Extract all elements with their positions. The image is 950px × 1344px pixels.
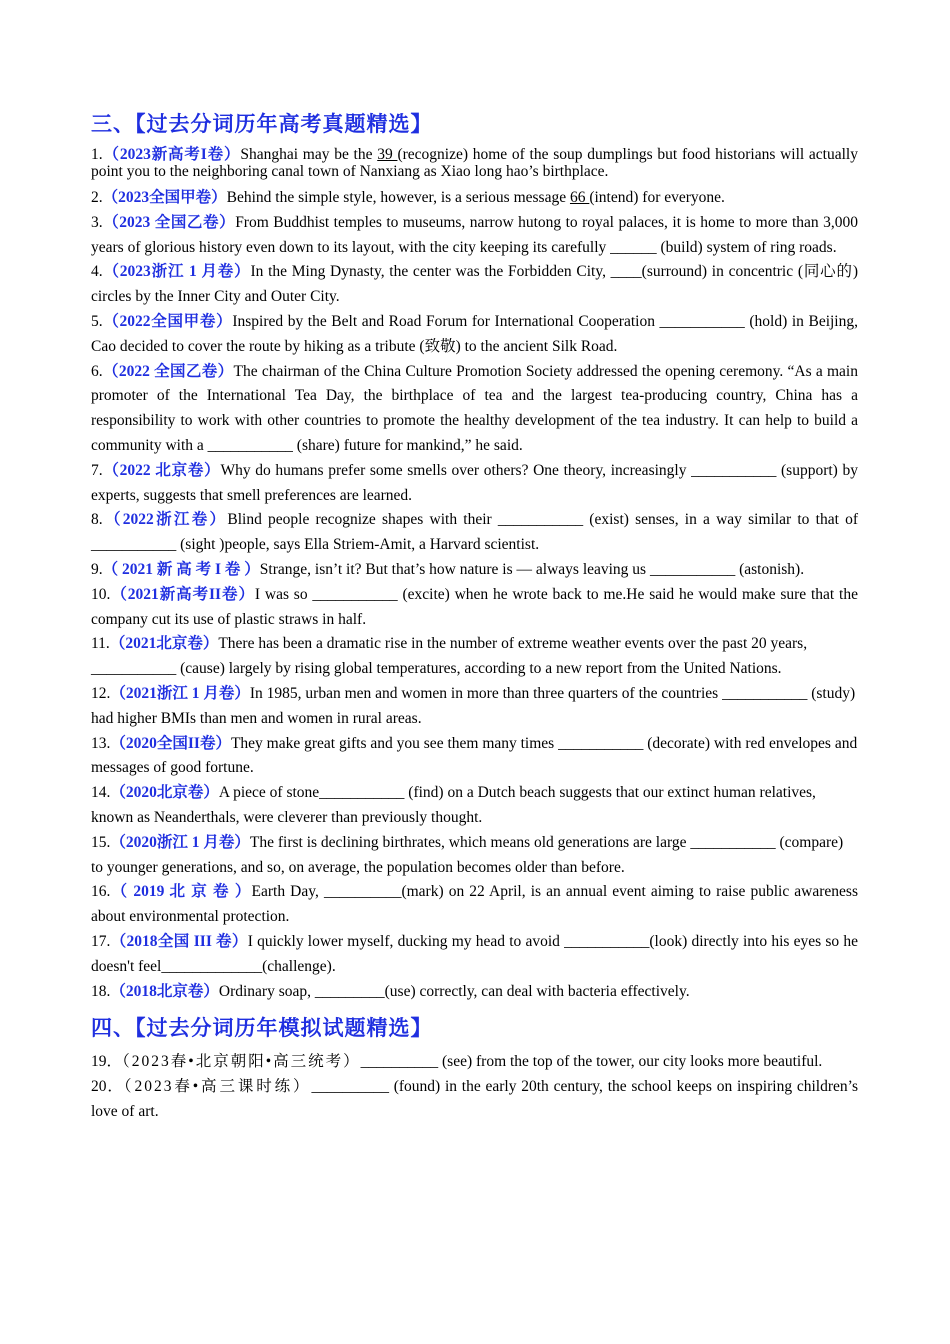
question-number: 13. (91, 734, 111, 752)
question-source: （2020全国II卷） (110, 734, 231, 752)
question-number: 1. (91, 146, 103, 163)
question-4 (91, 260, 858, 310)
question-source: （2020北京卷） (110, 784, 219, 802)
question-15 (91, 831, 858, 881)
question-source: （2020浙江 1 月卷） (110, 833, 250, 851)
question-7 (91, 459, 858, 509)
question-6 (91, 360, 858, 459)
question-text: (intend) for everyone. (589, 189, 725, 206)
question-text: A piece of stone___________ (find) on a Dutch beach suggests that our extinct human relatives, known as Neanderthals, were cleverer than previously thought. (91, 784, 816, 826)
question-number: 4. (91, 263, 103, 281)
question-text: __________ (found) in the early 20th century, the school keeps on inspiring children’s love of art. (91, 1078, 858, 1120)
question-text: They make great gifts and you see them many times ___________ (decorate) with red envelopes and messages of good fortune. (91, 734, 858, 777)
question-14 (91, 781, 858, 831)
question-11 (91, 632, 858, 682)
question-number: 14. (91, 784, 111, 802)
question-18 (91, 980, 858, 1005)
question-source: （2023春•北京朝阳•高三统考） (122, 1053, 361, 1071)
question-9 (91, 558, 858, 583)
question-text: In the Ming Dynasty, the center was the Forbidden City, ____(surround) in concentric (同心的) circles by the Inner City and Outer City. (91, 263, 858, 306)
question-source: （2022浙江卷） (102, 511, 228, 529)
question-number: 15. (91, 833, 111, 851)
question-source: （ 2021 新 高 考 I 卷 ） (102, 560, 260, 578)
question-source: （2023 全国乙卷） (102, 213, 236, 231)
question-source: （2023春•高三课时练） (123, 1078, 312, 1096)
question-13 (91, 732, 858, 782)
section-heading-4: 四、【过去分词历年模拟试题精选】 (91, 1016, 433, 1041)
question-number: 16. (91, 883, 111, 901)
question-17 (91, 930, 858, 980)
section-heading-3: 三、【过去分词历年高考真题精选】 (91, 112, 433, 136)
question-number: 20． (91, 1078, 124, 1096)
document-page (91, 108, 858, 1125)
question-text: The first is declining birthrates, which means old generations are large ___________ (compare) to younger generations, and so, on average, the population becomes older than before. (91, 833, 844, 876)
question-source: （2021新高考II卷） (110, 585, 255, 603)
question-text: I was so ___________ (excite) when he wrote back to me.He said he would make sure that the company cut its use of plastic straws in half. (91, 585, 858, 628)
question-number: 11. (91, 635, 110, 653)
question-text: __________ (see) from the top of the tower, our city looks more beautiful. (360, 1053, 823, 1071)
question-text: Behind the simple style, however, is a serious message (226, 189, 570, 206)
question-number: 9. (91, 560, 103, 578)
question-number: 10. (91, 585, 111, 603)
question-text: I quickly lower myself, ducking my head to avoid ___________(look) directly into his eyes so he doesn't feel_____________(challenge). (91, 932, 858, 975)
question-number: 18. (91, 982, 111, 1000)
question-text: Inspired by the Belt and Road Forum for International Cooperation ___________ (hold) in Beijing, Cao decided to cover the route by hiking as a tribute (致敬) to the ancient Silk Road. (91, 312, 858, 355)
question-source: （2023新高考I卷） (102, 146, 241, 163)
question-16 (91, 880, 858, 930)
question-3 (91, 211, 858, 261)
question-number: 6. (91, 362, 103, 380)
question-text: Strange, isn’t it? But that’s how nature is — always leaving us ___________ (astonish). (259, 560, 805, 578)
question-number: 2. (91, 189, 103, 206)
question-text: Why do humans prefer some smells over others? One theory, increasingly ___________ (support) by experts, suggests that smell preferences are learned. (91, 461, 858, 504)
question-source: （2021北京卷） (109, 635, 219, 653)
question-12 (91, 682, 858, 732)
question-number: 3. (91, 213, 103, 231)
answer-blank: 66 (569, 189, 590, 206)
question-8 (91, 508, 858, 558)
question-text: Shanghai may be the (240, 146, 378, 163)
question-1 (91, 146, 858, 180)
question-text: Blind people recognize shapes with their ___________ (exist) senses, in a way similar to that of ___________ (sight )people, says Ella Striem-Amit, a Harvard scientist. (91, 511, 858, 554)
question-number: 7. (91, 461, 103, 479)
question-source: （2022 全国乙卷） (102, 362, 234, 380)
question-10 (91, 583, 858, 633)
question-20 (91, 1075, 858, 1125)
question-text: (recognize) home of the soup dumplings but food historians will actually point you to the neighboring canal town of Nanxiang as Xiao long hao’s birthplace. (91, 146, 858, 180)
question-source: （ 2019 北 京 卷 ） (110, 883, 252, 901)
question-text: There has been a dramatic rise in the number of extreme weather events over the past 20 years, ___________ (cause) largely by rising global temperatures, according to a new report from the United Nations. (91, 635, 808, 678)
question-text: The chairman of the China Culture Promotion Society addressed the opening ceremony. “As a main promoter of the International Tea Day, the birthplace of tea and the largest tea-producing country, China has a responsibility to work with other countries to promote the healthy development of the tea industry. It can help to build a community with a ___________ (share) future for mankind,” he said. (91, 362, 858, 454)
question-source: （2023全国甲卷） (102, 189, 227, 206)
question-2 (91, 186, 858, 211)
question-source: （2023浙江 1 月卷） (102, 263, 251, 281)
question-number: 17. (91, 932, 111, 950)
question-source: （2021浙江 1 月卷） (110, 684, 250, 702)
question-source: （2018北京卷） (110, 982, 219, 1000)
question-text: Ordinary soap, _________(use) correctly, can deal with bacteria effectively. (218, 982, 690, 1000)
question-19 (91, 1050, 858, 1075)
answer-blank: 39 (377, 146, 398, 163)
question-number: 5. (91, 312, 103, 330)
question-number: 19． (91, 1053, 123, 1071)
question-text: Earth Day, __________(mark) on 22 April, is an annual event aiming to raise public awareness about environmental protection. (91, 883, 858, 926)
question-source: （2022 北京卷） (102, 461, 221, 479)
question-text: In 1985, urban men and women in more than three quarters of the countries ___________ (study) had higher BMIs than men and women in rural areas. (91, 684, 856, 727)
question-source: （2022全国甲卷） (102, 312, 233, 330)
question-number: 12. (91, 684, 111, 702)
question-source: （2018全国 III 卷） (110, 932, 248, 950)
question-5 (91, 310, 858, 360)
question-number: 8. (91, 511, 103, 529)
question-text: From Buddhist temples to museums, narrow hutong to royal palaces, it is home to more than 3,000 years of glorious history even down to its layout, with the city keeping its carefully ______ (build) system of ring roads. (91, 213, 858, 256)
